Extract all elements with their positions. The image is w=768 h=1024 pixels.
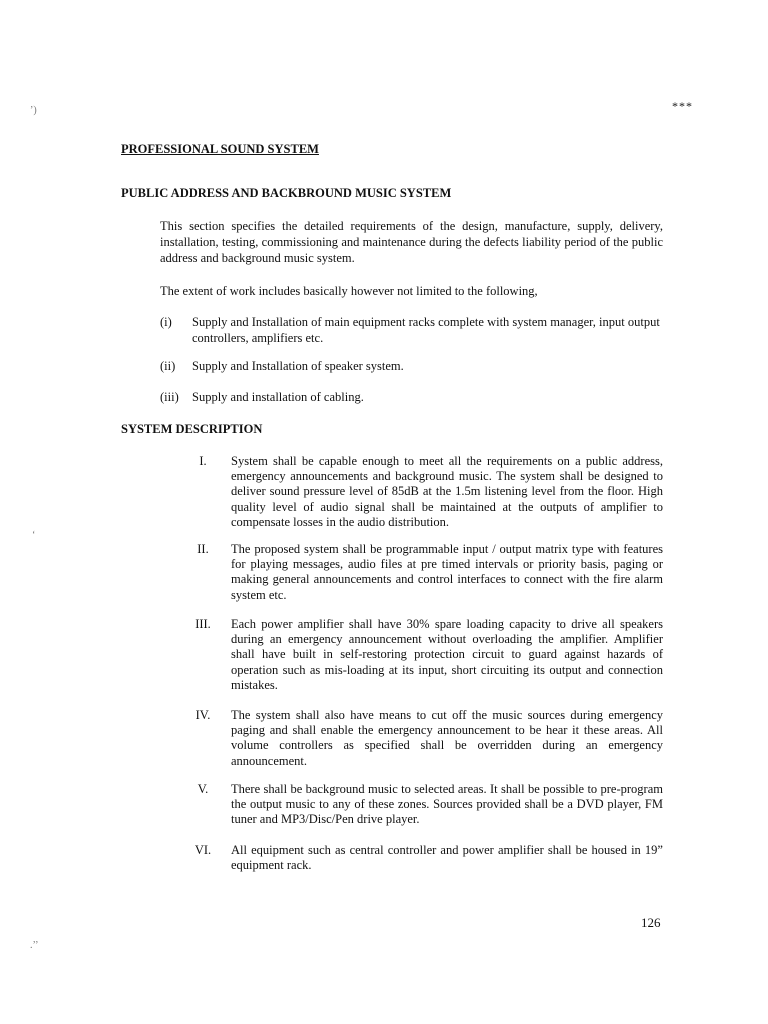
description-item-text: There shall be background music to selected areas. It shall be possible to pre-program the output music to any of these zones. Sources provided shall be a DVD player, FM tuner and MP3/Disc/Pen drive player. <box>231 782 663 827</box>
system-description-heading: SYSTEM DESCRIPTION <box>121 422 263 436</box>
document-title: PROFESSIONAL SOUND SYSTEM <box>121 142 319 156</box>
description-item-text: Each power amplifier shall have 30% spare loading capacity to drive all speakers during an emergency announcement without overloading the amplifier. Amplifier shall have built in self-restoring protection circuit to guard against hazards of operation such as mis-loading at its input, short circuiting its output and connection mistakes. <box>231 617 663 692</box>
scope-item-number: (i) <box>160 315 172 329</box>
description-item-text: All equipment such as central controller and power amplifier shall be housed in 19” equipment rack. <box>231 843 663 873</box>
description-item-number: V. <box>197 782 209 796</box>
description-item-text: System shall be capable enough to meet all the requirements on a public address, emergency announcements and background music. The system shall be designed to deliver sound pressure level of 85dB at the 1.5m listening level from the floor. High quality level of audio signal shall be maintained at the outputs of amplifier to compensate losses in the audio distribution. <box>231 454 663 529</box>
scan-mark: .’’ <box>30 940 39 951</box>
extent-paragraph: The extent of work includes basically however not limited to the following, <box>160 284 538 298</box>
intro-paragraph: This section specifies the detailed requirements of the design, manufacture, supply, delivery, installation, testing, commissioning and maintenance during the defects liability period of the public address and background music system. <box>160 219 663 265</box>
header-stars: *** <box>672 99 693 113</box>
page-number: 126 <box>641 915 661 930</box>
description-item-number: I. <box>199 454 207 468</box>
description-item-number: II. <box>197 542 209 556</box>
description-item-text: The proposed system shall be programmable input / output matrix type with features for playing messages, audio files at pre timed intervals or priority basis, paging or making general announcements and control interfaces to connect with the fire alarm system etc. <box>231 542 663 602</box>
description-item-number: VI. <box>194 843 212 857</box>
scope-item-text: Supply and installation of cabling. <box>192 390 364 404</box>
scope-item-text: Supply and Installation of speaker system. <box>192 359 404 373</box>
description-item-number: IV. <box>195 708 211 722</box>
description-item-number: III. <box>195 617 211 631</box>
scope-item-number: (ii) <box>160 359 176 373</box>
description-item-text: The system shall also have means to cut off the music sources during emergency paging and shall enable the emergency announcement to be hear it these areas. All volume controllers as specified shall be overridden during an emergency announcement. <box>231 708 663 768</box>
scope-item-text: Supply and Installation of main equipment racks complete with system manager, input output controllers, amplifiers etc. <box>192 315 660 345</box>
section-subtitle: PUBLIC ADDRESS AND BACKBROUND MUSIC SYSTEM <box>121 186 452 200</box>
scope-item-number: (iii) <box>160 390 179 404</box>
scan-mark: ’) <box>30 105 37 116</box>
scan-mark: ‘ <box>32 530 36 541</box>
